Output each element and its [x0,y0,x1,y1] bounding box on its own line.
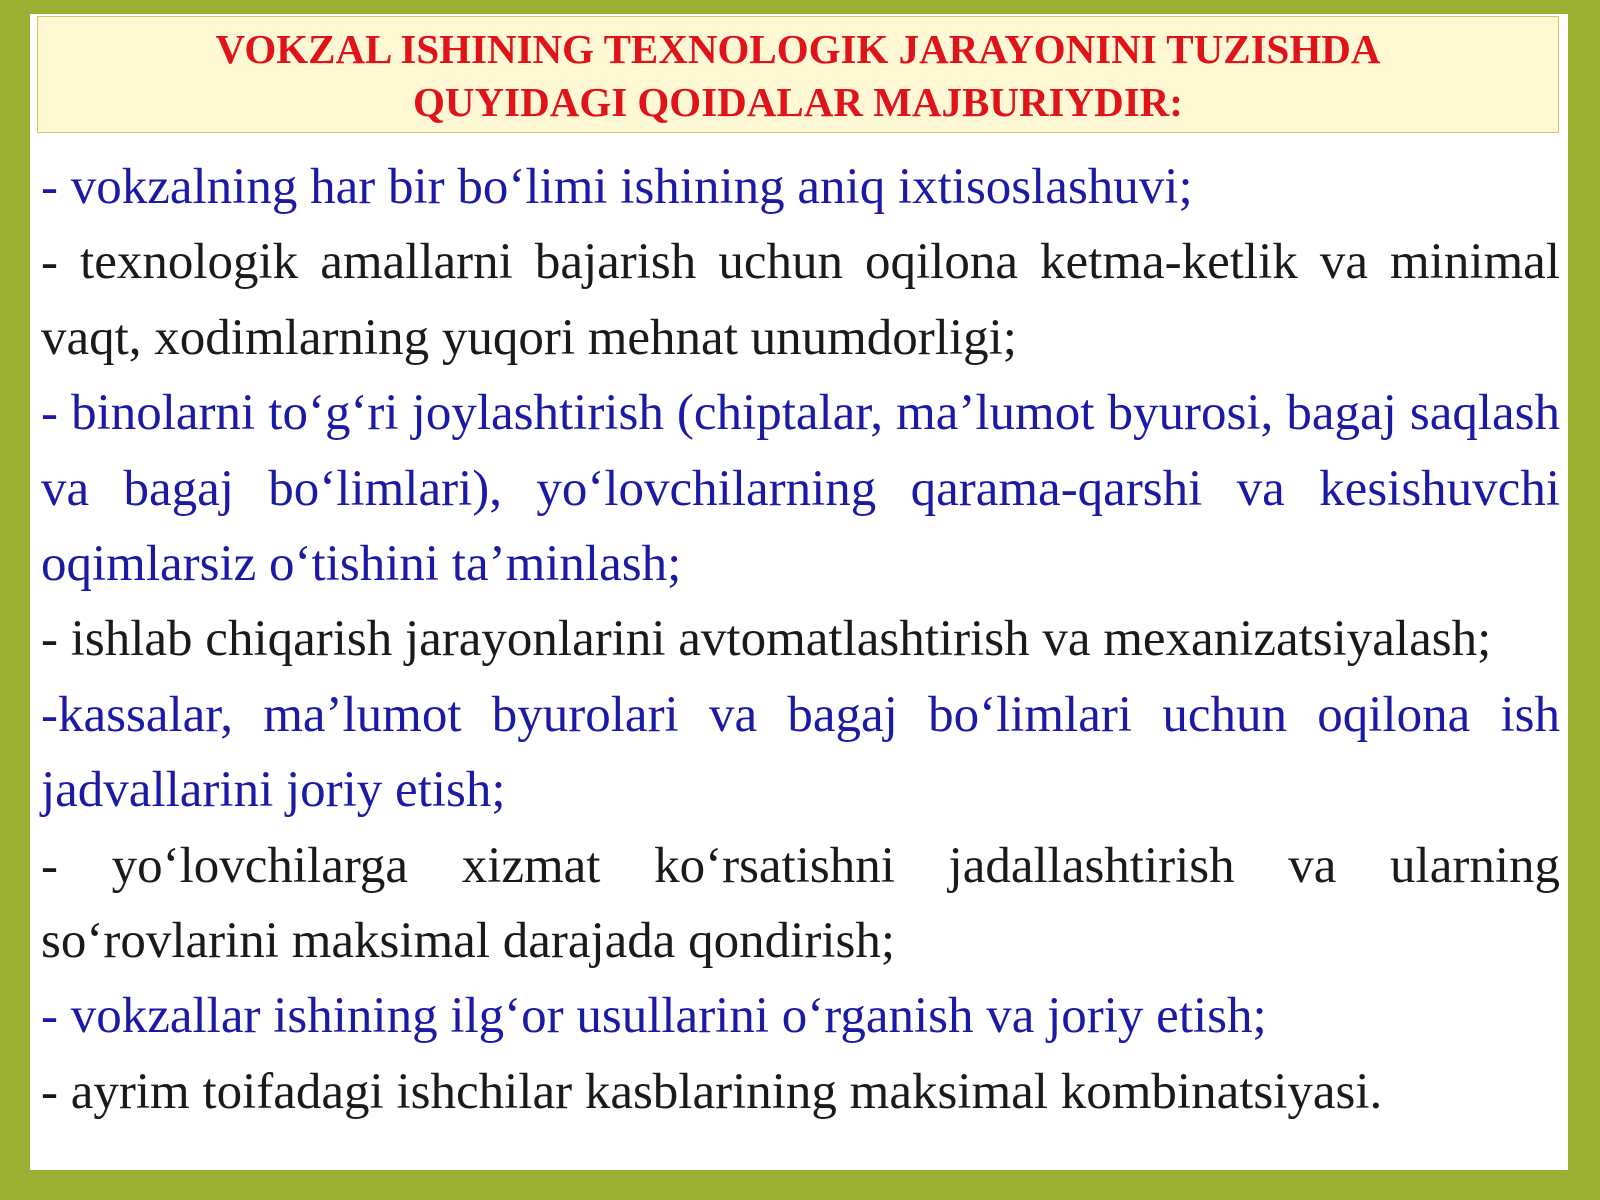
rule-item: - vokzalning har bir bo‘limi ishining aniq ixtisoslashuvi; [41,159,1193,215]
rule-item: - ayrim toifadagi ishchilar kasblarining maksimal kombinatsiyasi. [41,1063,1383,1120]
rule-item: - texnologik amallarni bajarish uchun oqilona ketma-ketlik va minimal vaqt, xodimlarning yuqori mehnat unumdorligi; [41,234,1560,366]
rule-item: -kassalar, ma’lumot byurolari va bagaj bo‘limlari uchun oqilona ish jadvallarini joriy etish; [41,686,1560,819]
title-line-2: QUYIDAGI QOIDALAR MAJBURIYDIR: [413,79,1183,125]
rule-item: - binolarni to‘g‘ri joylashtirish (chiptalar, ma’lumot byurosi, bagaj saqlash va bagaj bo‘limlari), yo‘lovchilarning qarama-qarshi va kesishuvchi oqimlarsiz o‘tishini ta’minlash; [41,385,1560,593]
title-box [37,16,1559,133]
rules-list [41,150,1560,1130]
title-line-1: VOKZAL ISHINING TEXNOLOGIK JARAYONINI TUZISHDA [215,26,1381,72]
rule-item: - ishlab chiqarish jarayonlarini avtomatlashtirish va mexanizatsiyalash; [41,611,1492,668]
rule-item: - vokzallar ishining ilg‘or usullarini o‘rganish va joriy etish; [41,988,1267,1045]
rule-item: - yo‘lovchilarga xizmat ko‘rsatishni jadallashtirish va ularning so‘rovlarini maksimal darajada qondirish; [41,837,1560,970]
slide [30,14,1568,1170]
